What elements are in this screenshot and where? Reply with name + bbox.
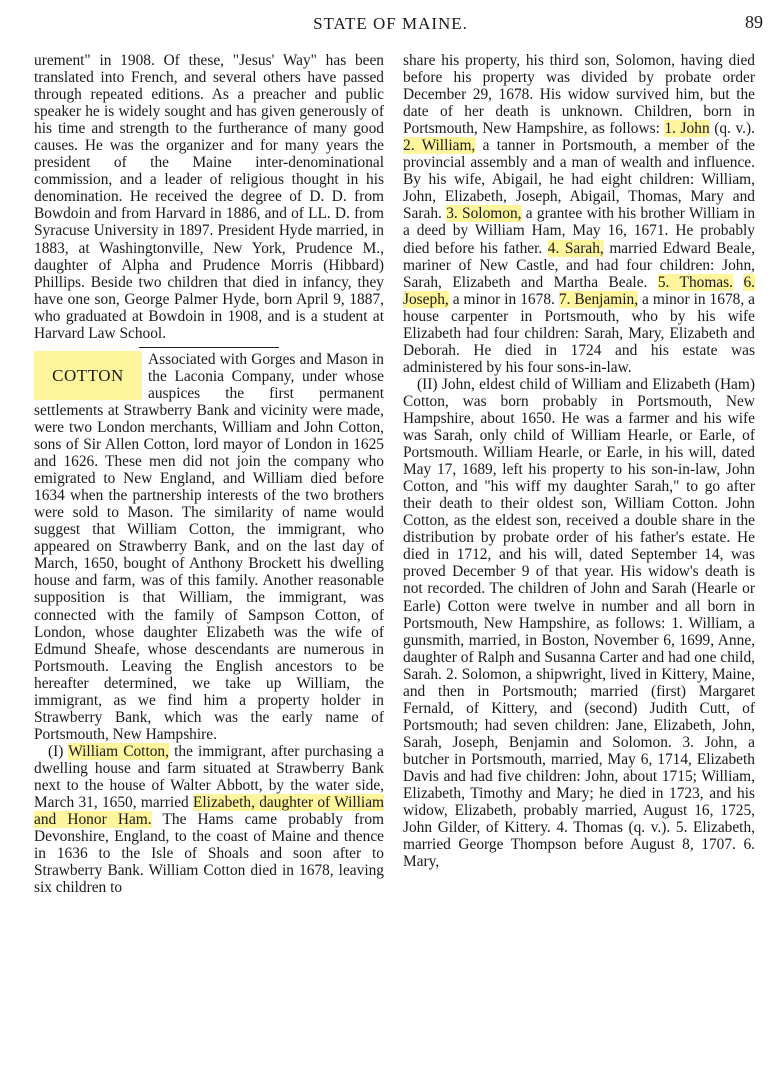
surname-heading: COTTON xyxy=(34,351,142,400)
john-cotton-paragraph: (II) John, eldest child of William and Elizabeth (Ham) Cotton, was born probably in Portsmouth, New Hampshire, about 1650. He was a farmer and his wife was Sarah, only child of William Hearle, or Earle, of Portsmouth. William Hearle, or Earle, in his will, dated May 17, 1689, left his property to his son-in-law, John Cotton, and "his wiff my daughter Sarah," to go after their death to their oldest son, William Cotton. John Cotton, as the eldest son, received a double share in the distribution by probate order of his father's estate. He died in 1712, and his will, dated September 14, was proved December 9 of that year. His widow's death is not recorded. The children of John and Sarah (Hearle or Earle) Cotton were twelve in number and all born in Portsmouth, New Hampshire, as follows: 1. William, a gunsmith, married, in Boston, November 6, 1699, Anne, daughter of Ralph and Susanna Carter and had one child, Sarah. 2. Solomon, a shipwright, lived in Kittery, Maine, and then in Portsmouth; married (first) Margaret Fernald, of Kittery, and (second) Judith Cutt, of Portsmouth; had seven children: Jane, Elizabeth, John, Sarah, Joseph, Benjamin and Solomon. 3. John, a butcher in Portsmouth, married, May 6, 1714, Elizabeth Davis and had five children: John, about 1715; William, Elizabeth, Timothy and Mary; he died in 1723, and his widow, Elizabeth, probably married, August 16, 1725, John Gilder, of Kittery. 4. Thomas (q. v.). 5. Elizabeth, married George Thompson before August 8, 1707. 6. Mary, xyxy=(403,375,755,871)
running-header: STATE OF MAINE. xyxy=(313,14,468,33)
highlight-child-sarah: 4. Sarah, xyxy=(547,239,604,257)
highlight-child-william: 2. William, xyxy=(403,137,476,155)
highlight-child-joseph: 6. Joseph, xyxy=(403,273,755,308)
william-cotton-paragraph: (I) William Cotton, the immigrant, after purchasing a dwelling house and farm situated at Strawberry Bank next to the house of Walter Abbott, by the water side, March 31, 1650, married Elizabeth, daughter of William and Honor Ham. The Hams came probably from Devonshire, England, to the coast of Maine and thence in 1636 to the Isle of Shoals and soon after to Strawberry Bank. William Cotton died in 1678, leaving six children to xyxy=(34,742,384,897)
cotton-intro-paragraph: Associated with Gorges and Mason in the Laconia Company, under whose auspices the first permanent settlements at Strawberry Bank and vicinity were made, were two London merchants, William and John Cotton, sons of Sir Allen Cotton, lord mayor of London in 1625 and 1626. These men did not join the company who emigrated to New England, and William died before 1634 when the partnership interests of the two brothers were sold to Mason. The similarity of name would suggest that William Cotton, the immigrant, who appeared on Strawberry Bank, and on the last day of March, 1650, bought of Anthony Brockett his dwelling house and farm, was of this family. Another reasonable supposition is that William, the immigrant, was connected with the family of Sampson Cotton, of London, whose daughter Elizabeth was the wife of Edmund Sheafe, whose descendants are numerous in Portsmouth. Leaving the English ancestors to be hereafter determined, we take up William, the immigrant, as we find him a property holder in Strawberry Bank, which was the early name of Portsmouth, New Hampshire. xyxy=(34,350,384,743)
page-number: 89 xyxy=(745,12,763,32)
highlight-child-john: 1. John xyxy=(664,120,710,138)
section-divider xyxy=(139,347,279,348)
highlight-william-cotton: William Cotton, xyxy=(68,742,169,760)
highlight-elizabeth-ham: Elizabeth, daughter of William and Honor Ham. xyxy=(34,794,384,829)
highlight-child-thomas: 5. Thomas. xyxy=(657,273,733,291)
cotton-section xyxy=(34,351,384,743)
hyde-biography-paragraph: urement" in 1908. Of these, "Jesus' Way" has been translated into French, and several others have passed through repeated editions. As a preacher and public speaker he is widely sought and has given generously of his time and strength to the furtherance of many good causes. He was the organizer and for many years the president of the Maine inter-denominational commission, and a leader of religious thought in his denomination. He received the degree of D. D. from Bowdoin and from Harvard in 1886, and of LL. D. from Syracuse University in 1897. President Hyde married, in 1883, at Washingtonville, New York, Prudence M., daughter of Alpha and Prudence Morris (Hibbard) Phillips. Beside two children that died in infancy, they have one son, George Palmer Hyde, born April 9, 1887, who graduated at Bowdoin in 1908, and is a student at Harvard Law School. xyxy=(34,52,384,342)
highlight-child-benjamin: 7. Benjamin, xyxy=(558,290,639,308)
left-column xyxy=(34,52,384,896)
highlight-child-solomon: 3. Solomon, xyxy=(446,205,522,223)
children-paragraph: share his property, his third son, Solomon, having died before his property was divided by probate order December 29, 1678. His widow survived him, but the date of her death is unknown. Children, born in Portsmouth, New Hampshire, as follows: 1. John (q. v.). 2. William, a tanner in Portsmouth, a member of the provincial assembly and a man of wealth and influence. By his wife, Abigail, he had eight children: William, John, Elizabeth, Joseph, Abigail, Thomas, Mary and Sarah. 3. Solomon, a grantee with his brother William in a deed by William Ham, May 16, 1671. He probably died before his father. 4. Sarah, married Edward Beale, mariner of New Castle, and had four children: John, Sarah, Elizabeth and Martha Beale. 5. Thomas. 6. Joseph, a minor in 1678. 7. Benjamin, a minor in 1678, a house carpenter in Portsmouth, who by his wife Elizabeth had four children: Sarah, Mary, Elizabeth and Deborah. He died in 1724 and his estate was administered by his four sons-in-law. xyxy=(403,52,756,376)
right-column xyxy=(403,52,755,870)
